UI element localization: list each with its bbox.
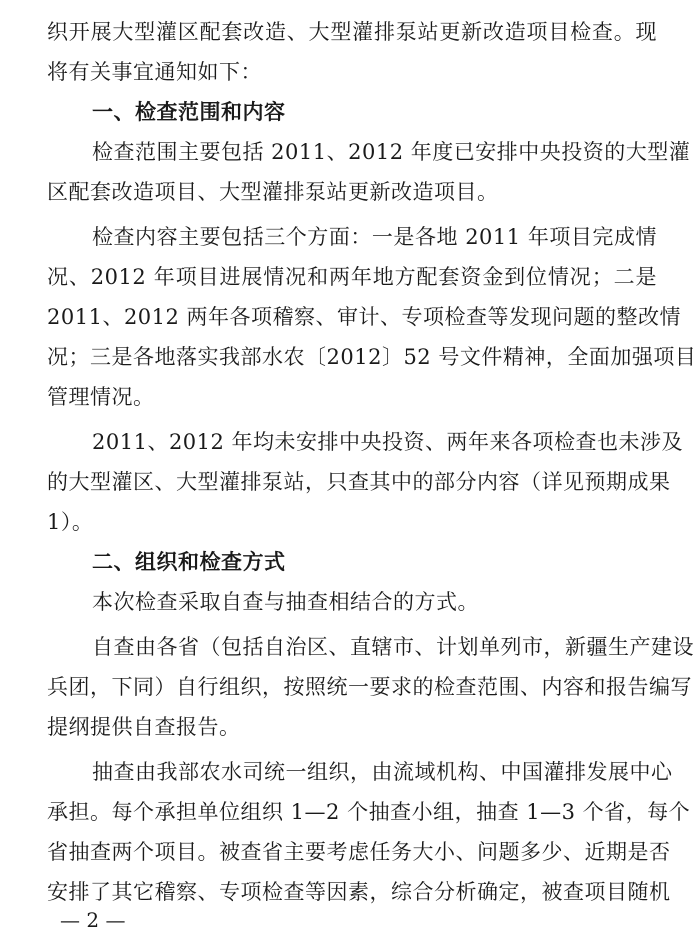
body-text-line: 2011、2012 两年各项稽察、审计、专项检查等发现问题的整改情 [47, 305, 682, 329]
body-text-line: 本次检查采取自查与抽查相结合的方式。 [92, 590, 479, 614]
section-heading-scope: 一、检查范围和内容 [92, 100, 286, 124]
body-text-line: 安排了其它稽察、专项检查等因素，综合分析确定，被查项目随机 [47, 880, 671, 904]
body-text-line: 2011、2012 年均未安排中央投资、两年来各项检查也未涉及 [92, 430, 684, 454]
body-text-line: 省抽查两个项目。被查省主要考虑任务大小、问题多少、近期是否 [47, 840, 671, 864]
body-text-line: 承担。每个承担单位组织 1—2 个抽查小组，抽查 1—3 个省，每个 [47, 800, 691, 824]
body-text-line: 况、2012 年项目进展情况和两年地方配套资金到位情况；二是 [47, 265, 657, 289]
body-text-line: 检查范围主要包括 2011、2012 年度已安排中央投资的大型灌 [92, 140, 691, 164]
body-text-line: 的大型灌区、大型灌排泵站，只查其中的部分内容（详见预期成果 [47, 470, 671, 494]
body-text-line: 1）。 [47, 510, 94, 534]
body-text-line: 自查由各省（包括自治区、直辖市、计划单列市，新疆生产建设 [92, 635, 694, 659]
body-text-line: 织开展大型灌区配套改造、大型灌排泵站更新改造项目检查。现 [47, 20, 657, 44]
body-text-line: 况；三是各地落实我部水农〔2012〕52 号文件精神，全面加强项目 [47, 345, 697, 369]
body-text-line: 管理情况。 [47, 385, 155, 409]
body-text-line: 提纲提供自查报告。 [47, 715, 241, 739]
body-text-line: 检查内容主要包括三个方面：一是各地 2011 年项目完成情 [92, 225, 657, 249]
section-heading-organization: 二、组织和检查方式 [92, 550, 286, 574]
page-number: — 2 — [60, 908, 126, 932]
body-text-line: 兵团，下同）自行组织，按照统一要求的检查范围、内容和报告编写 [47, 675, 692, 699]
body-text-line: 区配套改造项目、大型灌排泵站更新改造项目。 [47, 180, 499, 204]
body-text-line: 抽查由我部农水司统一组织，由流域机构、中国灌排发展中心 [92, 760, 673, 784]
body-text-line: 将有关事宜通知如下： [47, 60, 262, 84]
